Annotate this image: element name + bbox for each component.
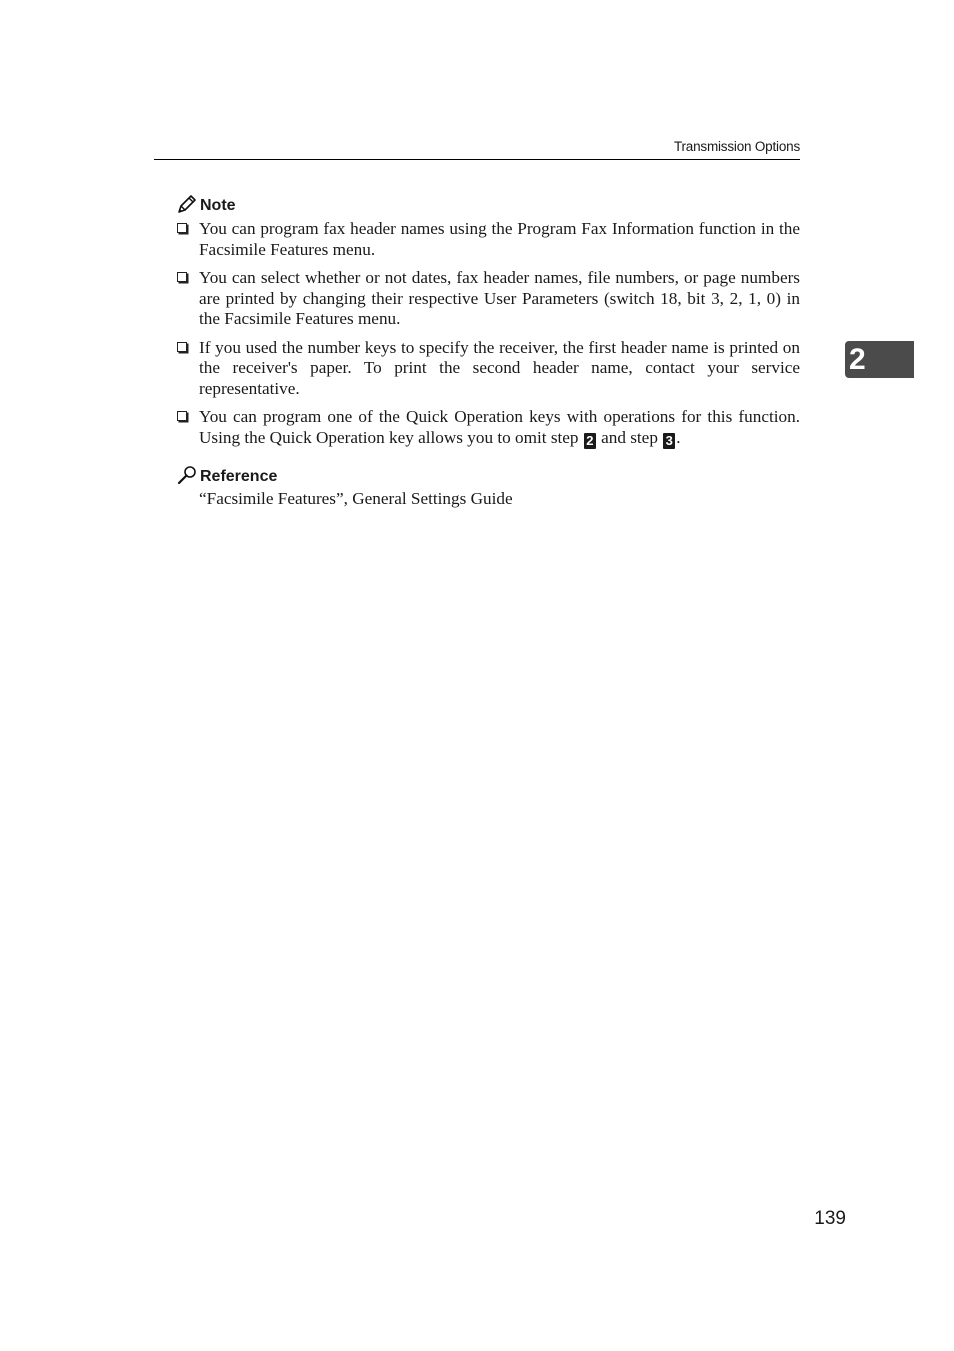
reference-text: “Facsimile Features”, General Settings Guide	[199, 488, 513, 508]
note-item-text: and step	[601, 427, 658, 447]
checkbox-bullet-icon	[177, 223, 187, 233]
running-header	[154, 138, 800, 160]
checkbox-bullet-icon	[177, 272, 187, 282]
pencil-icon	[177, 194, 200, 216]
note-item-text: You can select whether or not dates, fax header names, file numbers, or page numbers are printed by changing their respective User Parameters (switch 18, bit 3, 2, 1, 0) in the Facsimile Features menu.	[199, 268, 800, 328]
reference-heading-label: Reference	[200, 467, 278, 485]
section-title: Transmission Options	[673, 139, 800, 154]
step-3-key-icon: 3	[663, 433, 675, 449]
note-item-text: You can program fax header names using the Program Fax Information function in the Facsimile Features menu.	[199, 219, 800, 259]
note-item	[177, 219, 800, 260]
chapter-number: 2	[849, 343, 866, 376]
note-heading	[177, 192, 800, 216]
note-item	[177, 268, 800, 330]
step-2-key-icon: 2	[584, 433, 596, 449]
reference-heading	[177, 463, 800, 487]
page-content	[177, 192, 800, 509]
note-item-text: .	[676, 427, 681, 447]
checkbox-bullet-icon	[177, 411, 187, 421]
checkbox-bullet-icon	[177, 342, 187, 352]
note-list	[177, 219, 800, 449]
note-item-text: If you used the number keys to specify the receiver, the first header name is printed on the receiver's paper. To print the second header name, contact your service representative.	[199, 337, 800, 398]
chapter-tab	[845, 341, 914, 378]
magnifier-icon	[177, 465, 200, 487]
note-item-text: You can program one of the Quick Operation keys with operations for this function. Using the Quick Operation key allows you to omit step	[199, 407, 800, 447]
note-item	[177, 338, 800, 400]
page-number: 139	[814, 1208, 846, 1229]
note-heading-label: Note	[200, 197, 236, 214]
note-item	[177, 407, 800, 449]
